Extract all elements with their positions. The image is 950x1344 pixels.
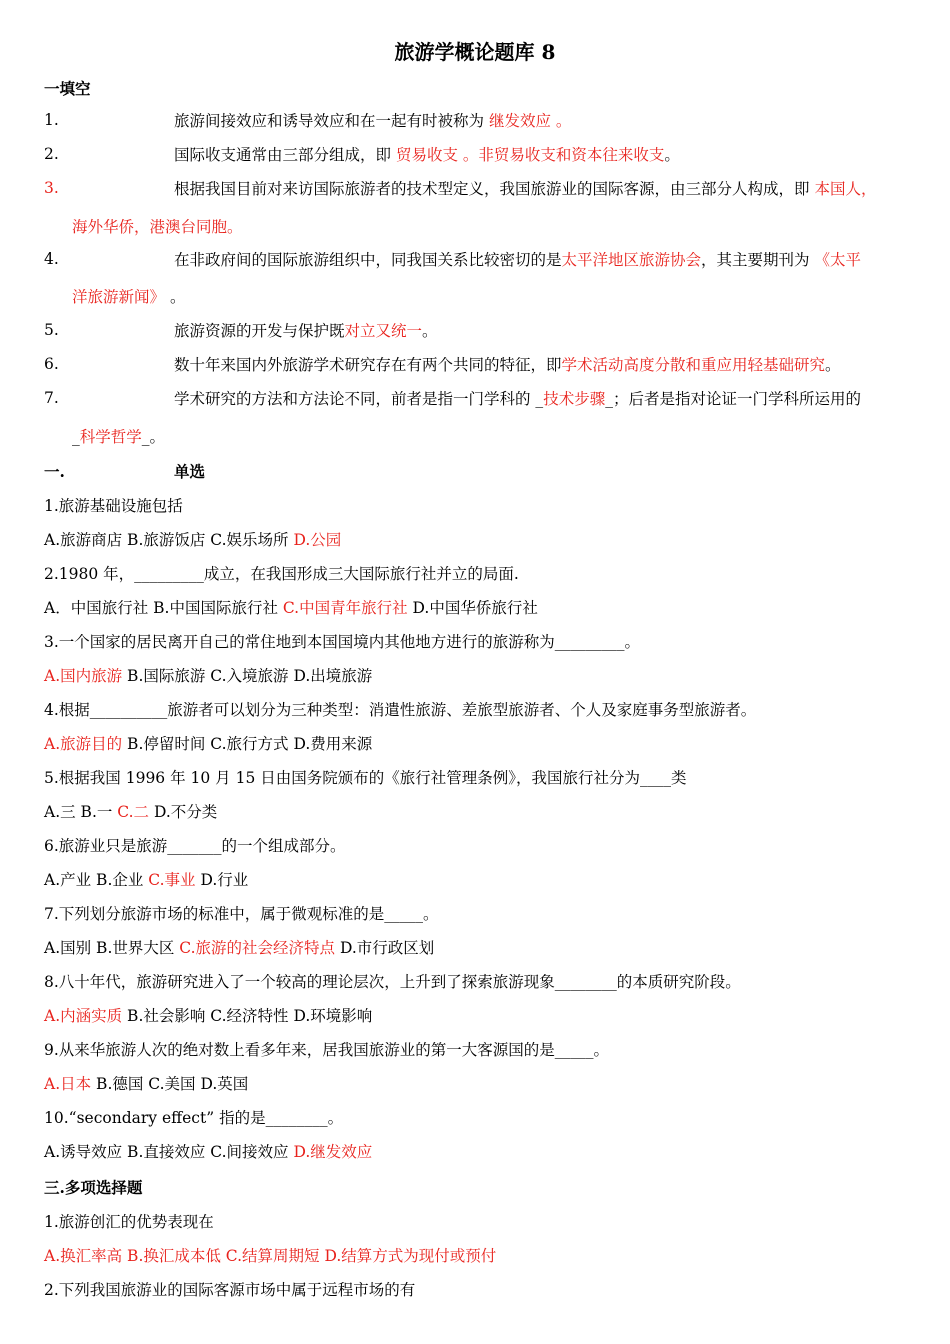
correct-answer: A.国内旅游 [44,667,123,685]
question-text: 5.根据我国 1996 年 10 月 15 日由国务院颁布的《旅行社管理条例》，我国旅行社分为____类 [44,769,687,787]
item-number: 4. [44,250,59,268]
question-text: 4.根据__________旅游者可以划分为三种类型：消遣性旅游、差旅型旅游者、个人及家庭事务型旅游者。 [44,701,757,719]
item-text: 学术研究的方法和方法论不同，前者是指一门学科的 _技术步骤_；后者是指对论证一门学科所运用的 [174,390,861,408]
answer-text: 太平洋地区旅游协会 [561,251,702,269]
correct-answer: A.内涵实质 [44,1007,123,1025]
section-heading-multiple-choice: 三.多项选择题 [44,1178,143,1197]
answer-options: A.国别 B.世界大区 C.旅游的社会经济特点 D.市行政区划 [44,939,435,957]
answer-text-continued: 海外华侨，港澳台同胞。 [72,218,243,236]
question-text: 3.一个国家的居民离开自己的常住地到本国国境内其他地方进行的旅游称为_________。 [44,633,641,651]
answer-options: A.国内旅游 B.国际旅游 C.入境旅游 D.出境旅游 [44,667,373,685]
item-text-continued: _科学哲学_。 [72,428,166,446]
correct-answer: C.事业 [148,871,196,889]
question-text: 1.旅游基础设施包括 [44,497,183,515]
question-text: 2.下列我国旅游业的国际客源市场中属于远程市场的有 [44,1281,416,1299]
correct-answer: D.公园 [293,531,342,549]
answer-text: 贸易收支 。非贸易收支和资本往来收支 [395,146,665,164]
answer-text: 《太平 [814,251,861,269]
item-text: 旅游资源的开发与保护既对立又统一。 [174,322,438,340]
item-text: 旅游间接效应和诱导效应和在一起有时被称为 继发效应 。 [174,112,572,130]
item-text-continued: 洋旅游新闻》 。 [72,288,186,306]
item-number: 2. [44,145,59,163]
answer-options: A.产业 B.企业 C.事业 D.行业 [44,871,249,889]
item-number: 7. [44,389,59,407]
item-number: 5. [44,321,59,339]
answer-options: A.三 B.一 C.二 D.不分类 [44,803,218,821]
question-text: 8.八十年代，旅游研究进入了一个较高的理论层次，上升到了探索旅游现象________的本质研究阶段。 [44,973,741,991]
correct-answer: C.二 [117,803,150,821]
answer-text: 对立又统一 [344,322,423,340]
correct-answer: A.换汇率高 B.换汇成本低 C.结算周期短 D.结算方式为现付或预付 [44,1247,497,1265]
answer-text: 科学哲学 [79,428,142,446]
section-heading-single-choice: 单选 [174,462,206,481]
section-heading-single-number: 一. [44,462,65,481]
item-number: 3. [44,179,59,197]
answer-text: 本国人， [814,180,877,198]
correct-answer: D.继发效应 [293,1143,373,1161]
answer-text: 技术步骤 [543,390,606,408]
answer-options: A.日本 B.德国 C.美国 D.英国 [44,1075,249,1093]
answer-options: A.诱导效应 B.直接效应 C.间接效应 D.继发效应 [44,1143,373,1161]
item-text: 根据我国目前对来访国际旅游者的技术型定义，我国旅游业的国际客源，由三部分人构成，即 本国人， [174,180,877,198]
correct-answer: C.中国青年旅行社 [282,599,408,617]
answer-options: A.内涵实质 B.社会影响 C.经济特性 D.环境影响 [44,1007,373,1025]
answer-text: 学术活动高度分散和重应用轻基础研究 [561,356,826,374]
question-text: 9.从来华旅游人次的绝对数上看多年来，居我国旅游业的第一大客源国的是_____。 [44,1041,610,1059]
answer-options: A.旅游目的 B.停留时间 C.旅行方式 D.费用来源 [44,735,373,753]
item-text: 国际收支通常由三部分组成，即 贸易收支 。非贸易收支和资本往来收支。 [174,146,680,164]
answer-text: 继发效应 。 [488,112,572,130]
answer-options: A．中国旅行社 B.中国国际旅行社 C.中国青年旅行社 D.中国华侨旅行社 [44,599,538,617]
question-text: 7.下列划分旅游市场的标准中，属于微观标准的是_____。 [44,905,439,923]
question-text: 10.“secondary effect” 指的是________。 [44,1109,344,1127]
question-text: 6.旅游业只是旅游_______的一个组成部分。 [44,837,346,855]
question-text: 2.1980 年，_________成立，在我国形成三大国际旅行社并立的局面. [44,565,519,583]
item-text: 数十年来国内外旅游学术研究存在有两个共同的特征，即学术活动高度分散和重应用轻基础研究。 [174,356,841,374]
answer-options: A.旅游商店 B.旅游饭店 C.娱乐场所 D.公园 [44,531,342,549]
correct-answer: C.旅游的社会经济特点 [179,939,336,957]
correct-answer: A.旅游目的 [44,735,123,753]
correct-answer: A.日本 [44,1075,92,1093]
section-heading-fill-in: 一填空 [44,79,91,98]
item-number: 1. [44,111,59,129]
item-text: 在非政府间的国际旅游组织中，同我国关系比较密切的是太平洋地区旅游协会，其主要期刊为 《太平 [174,251,861,269]
document-title: 旅游学概论题库 8 [394,40,556,64]
item-number: 6. [44,355,59,373]
question-text: 1.旅游创汇的优势表现在 [44,1213,214,1231]
